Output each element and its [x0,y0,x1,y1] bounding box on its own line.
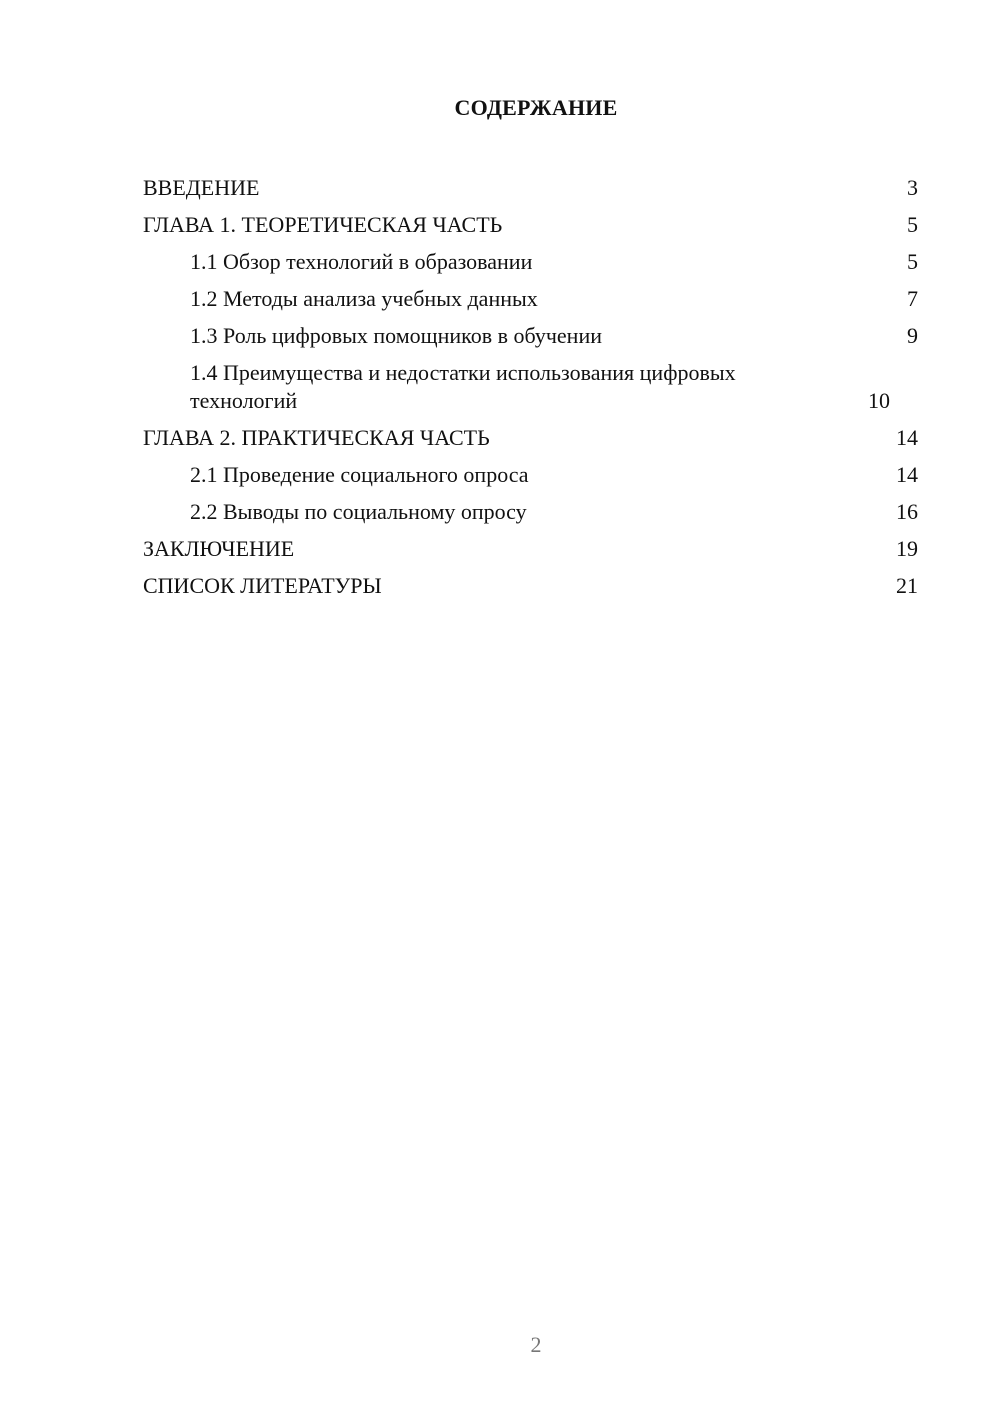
toc-entry-section-1-1[interactable] [143,243,918,280]
toc-entry-section-1-2[interactable] [143,280,918,317]
toc-entry-page: 16 [896,499,918,524]
toc-entry-section-2-1[interactable] [143,456,918,493]
toc-entry-section-1-3[interactable] [143,317,918,354]
table-of-contents [143,169,918,604]
toc-entry-page: 21 [896,573,918,598]
toc-entry-page: 14 [896,462,918,487]
toc-title: СОДЕРЖАНИЕ [454,95,618,120]
toc-entry-conclusion[interactable] [143,530,918,567]
toc-entry-chapter-1[interactable] [143,206,918,243]
toc-entry-text: ЗАКЛЮЧЕНИЕ [143,536,295,561]
toc-entry-page: 3 [907,175,918,200]
toc-entry-section-2-2[interactable] [143,493,918,530]
toc-entry-text: 1.3 Роль цифровых помощников в обучении [190,323,602,348]
toc-entry-page: 5 [907,212,918,237]
toc-entry-text: ГЛАВА 1. ТЕОРЕТИЧЕСКАЯ ЧАСТЬ [143,212,503,237]
toc-entry-text: ГЛАВА 2. ПРАКТИЧЕСКАЯ ЧАСТЬ [143,425,490,450]
toc-entry-introduction[interactable] [143,169,918,206]
toc-entry-section-1-4[interactable] [143,354,918,419]
toc-entry-page: 7 [907,286,918,311]
toc-entry-references[interactable] [143,567,918,604]
toc-entry-page: 9 [907,323,918,348]
toc-entry-text: 2.1 Проведение социального опроса [190,462,529,487]
toc-entry-chapter-2[interactable] [143,419,918,456]
toc-entry-page: 10 [868,388,890,413]
toc-entry-text: 1.1 Обзор технологий в образовании [190,249,533,274]
toc-entry-text: 2.2 Выводы по социальному опросу [190,499,527,524]
page-number: 2 [530,1332,542,1357]
toc-entry-text: ВВЕДЕНИЕ [143,175,260,200]
toc-entry-text: 1.2 Методы анализа учебных данных [190,286,538,311]
toc-entry-page: 5 [907,249,918,274]
toc-entry-text: СПИСОК ЛИТЕРАТУРЫ [143,573,382,598]
toc-entry-page: 14 [896,425,918,450]
toc-entry-text: 1.4 Преимущества и недостатки использования цифровых технологий [190,360,736,413]
toc-entry-page: 19 [896,536,918,561]
